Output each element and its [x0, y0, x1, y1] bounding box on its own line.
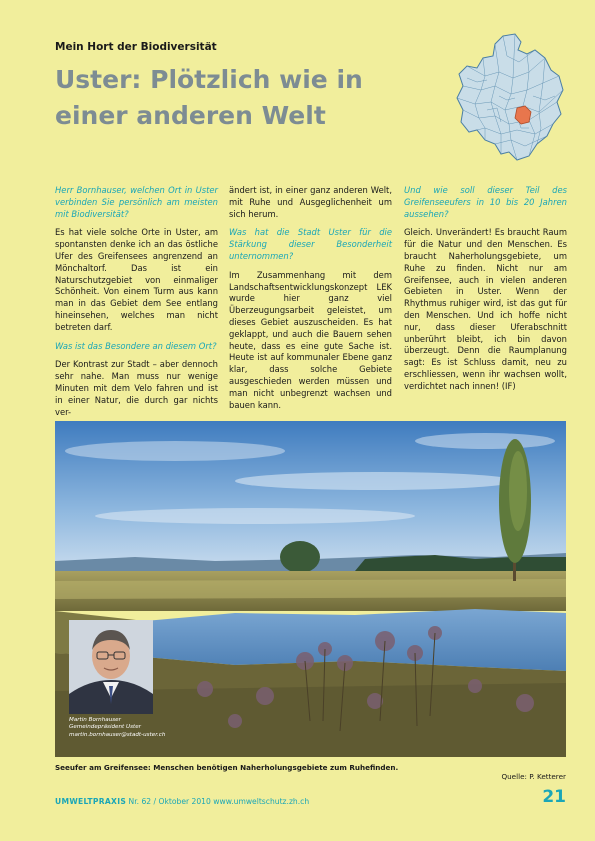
footer-issue: Nr. 62 / Oktober 2010: [128, 797, 211, 806]
portrait-role: Gemeindepräsident Uster: [69, 724, 141, 731]
lake-shore-photo: [55, 421, 566, 757]
question-3: Was hat die Stadt Uster für die Stärkung dieser Besonderheit unternommen?: [229, 227, 392, 261]
question-4: Und wie soll dieser Teil des Greifenseeufers in 10 bis 20 Jahren aussehen?: [404, 185, 567, 219]
answer-2: Der Kontrast zur Stadt – aber dennoch sehr nahe. Man muss nur wenige Minuten mit dem Velo fahren und ist in einer Natur, die durch gar nichts ver-: [55, 359, 218, 417]
section-kicker: Mein Hort der Biodiversität: [55, 41, 217, 53]
text-column-2: [229, 185, 392, 418]
portrait-name: Martin Bornhauser: [69, 717, 121, 723]
answer-1: Es hat viele solche Orte in Uster, am spontansten denke ich an das östliche Ufer des Greifensees angrenzend an Mönchaltorf. Das ist ein Naturschutzgebiet von einmaliger Schönheit. Von einem Turm aus kann man in das Gebiet dem See entlang hineinsehen, welches man nicht betreten darf.: [55, 227, 218, 332]
footer-url[interactable]: www.umweltschutz.zh.ch: [213, 797, 310, 806]
question-2: Was ist das Besondere an diesem Ort?: [55, 340, 217, 351]
footer-brand: UMWELTPRAXIS: [55, 797, 127, 806]
answer-4: Gleich. Unverändert! Es braucht Raum für die Natur und den Menschen. Es braucht Naherholungsgebiete, um Ruhe zu finden. Nicht nur am Greifensee, auch in vielen anderen Gebieten in Uster. Wenn der Rhythmus ruhiger wird, ist das gut für den Menschen. Und ich hoffe nicht nur, dass dieser Uferabschnitt unberührt bleibt, ich bin davon überzeugt. Denn die Raumplanung sagt: Es ist Schluss damit, neu zu erschliessen, wenn ihr wachsen wollt, verdichtet nach innen! (IF): [404, 227, 567, 391]
canton-zurich-map-icon: [455, 32, 565, 162]
photo-source: Quelle: P. Ketterer: [501, 772, 566, 781]
portrait-caption: [69, 717, 269, 739]
page-title: [55, 62, 415, 134]
title-line-1: Uster: Plötzlich wie in: [55, 65, 363, 94]
person-portrait: [69, 620, 153, 714]
answer-3: Im Zusammenhang mit dem Landschaftsentwicklungskonzept LEK wurde hier ganz viel Überzeugungsarbeit geleistet, um dieses Gebiet auszuscheiden. Es hat geklappt, und auch die Bauern sehen heute, dass es eine gute Sache ist. Heute ist auf kommunaler Ebene ganz klar, dass solche Gebiete ausgeschieden werden müssen und man nicht unbegrenzt wachsen und bauen kann.: [229, 269, 392, 410]
title-line-2: einer anderen Welt: [55, 101, 326, 130]
text-column-1: [55, 185, 218, 425]
portrait-photo: [69, 620, 153, 714]
portrait-email: martin.bornhauser@stadt-uster.ch: [69, 731, 166, 738]
photo-caption: Seeufer am Greifensee: Menschen benötigen Naherholungsgebiete zum Ruhefinden.: [55, 763, 399, 772]
page-number: 21: [542, 787, 566, 807]
question-1: Herr Bornhauser, welchen Ort in Uster verbinden Sie persönlich am meisten mit Biodiversität?: [55, 185, 218, 219]
footer: [55, 797, 309, 806]
text-column-3: [404, 185, 567, 400]
answer-2-continued: ändert ist, in einer ganz anderen Welt, mit Ruhe und Ausgeglichenheit um sich herum.: [229, 185, 392, 219]
